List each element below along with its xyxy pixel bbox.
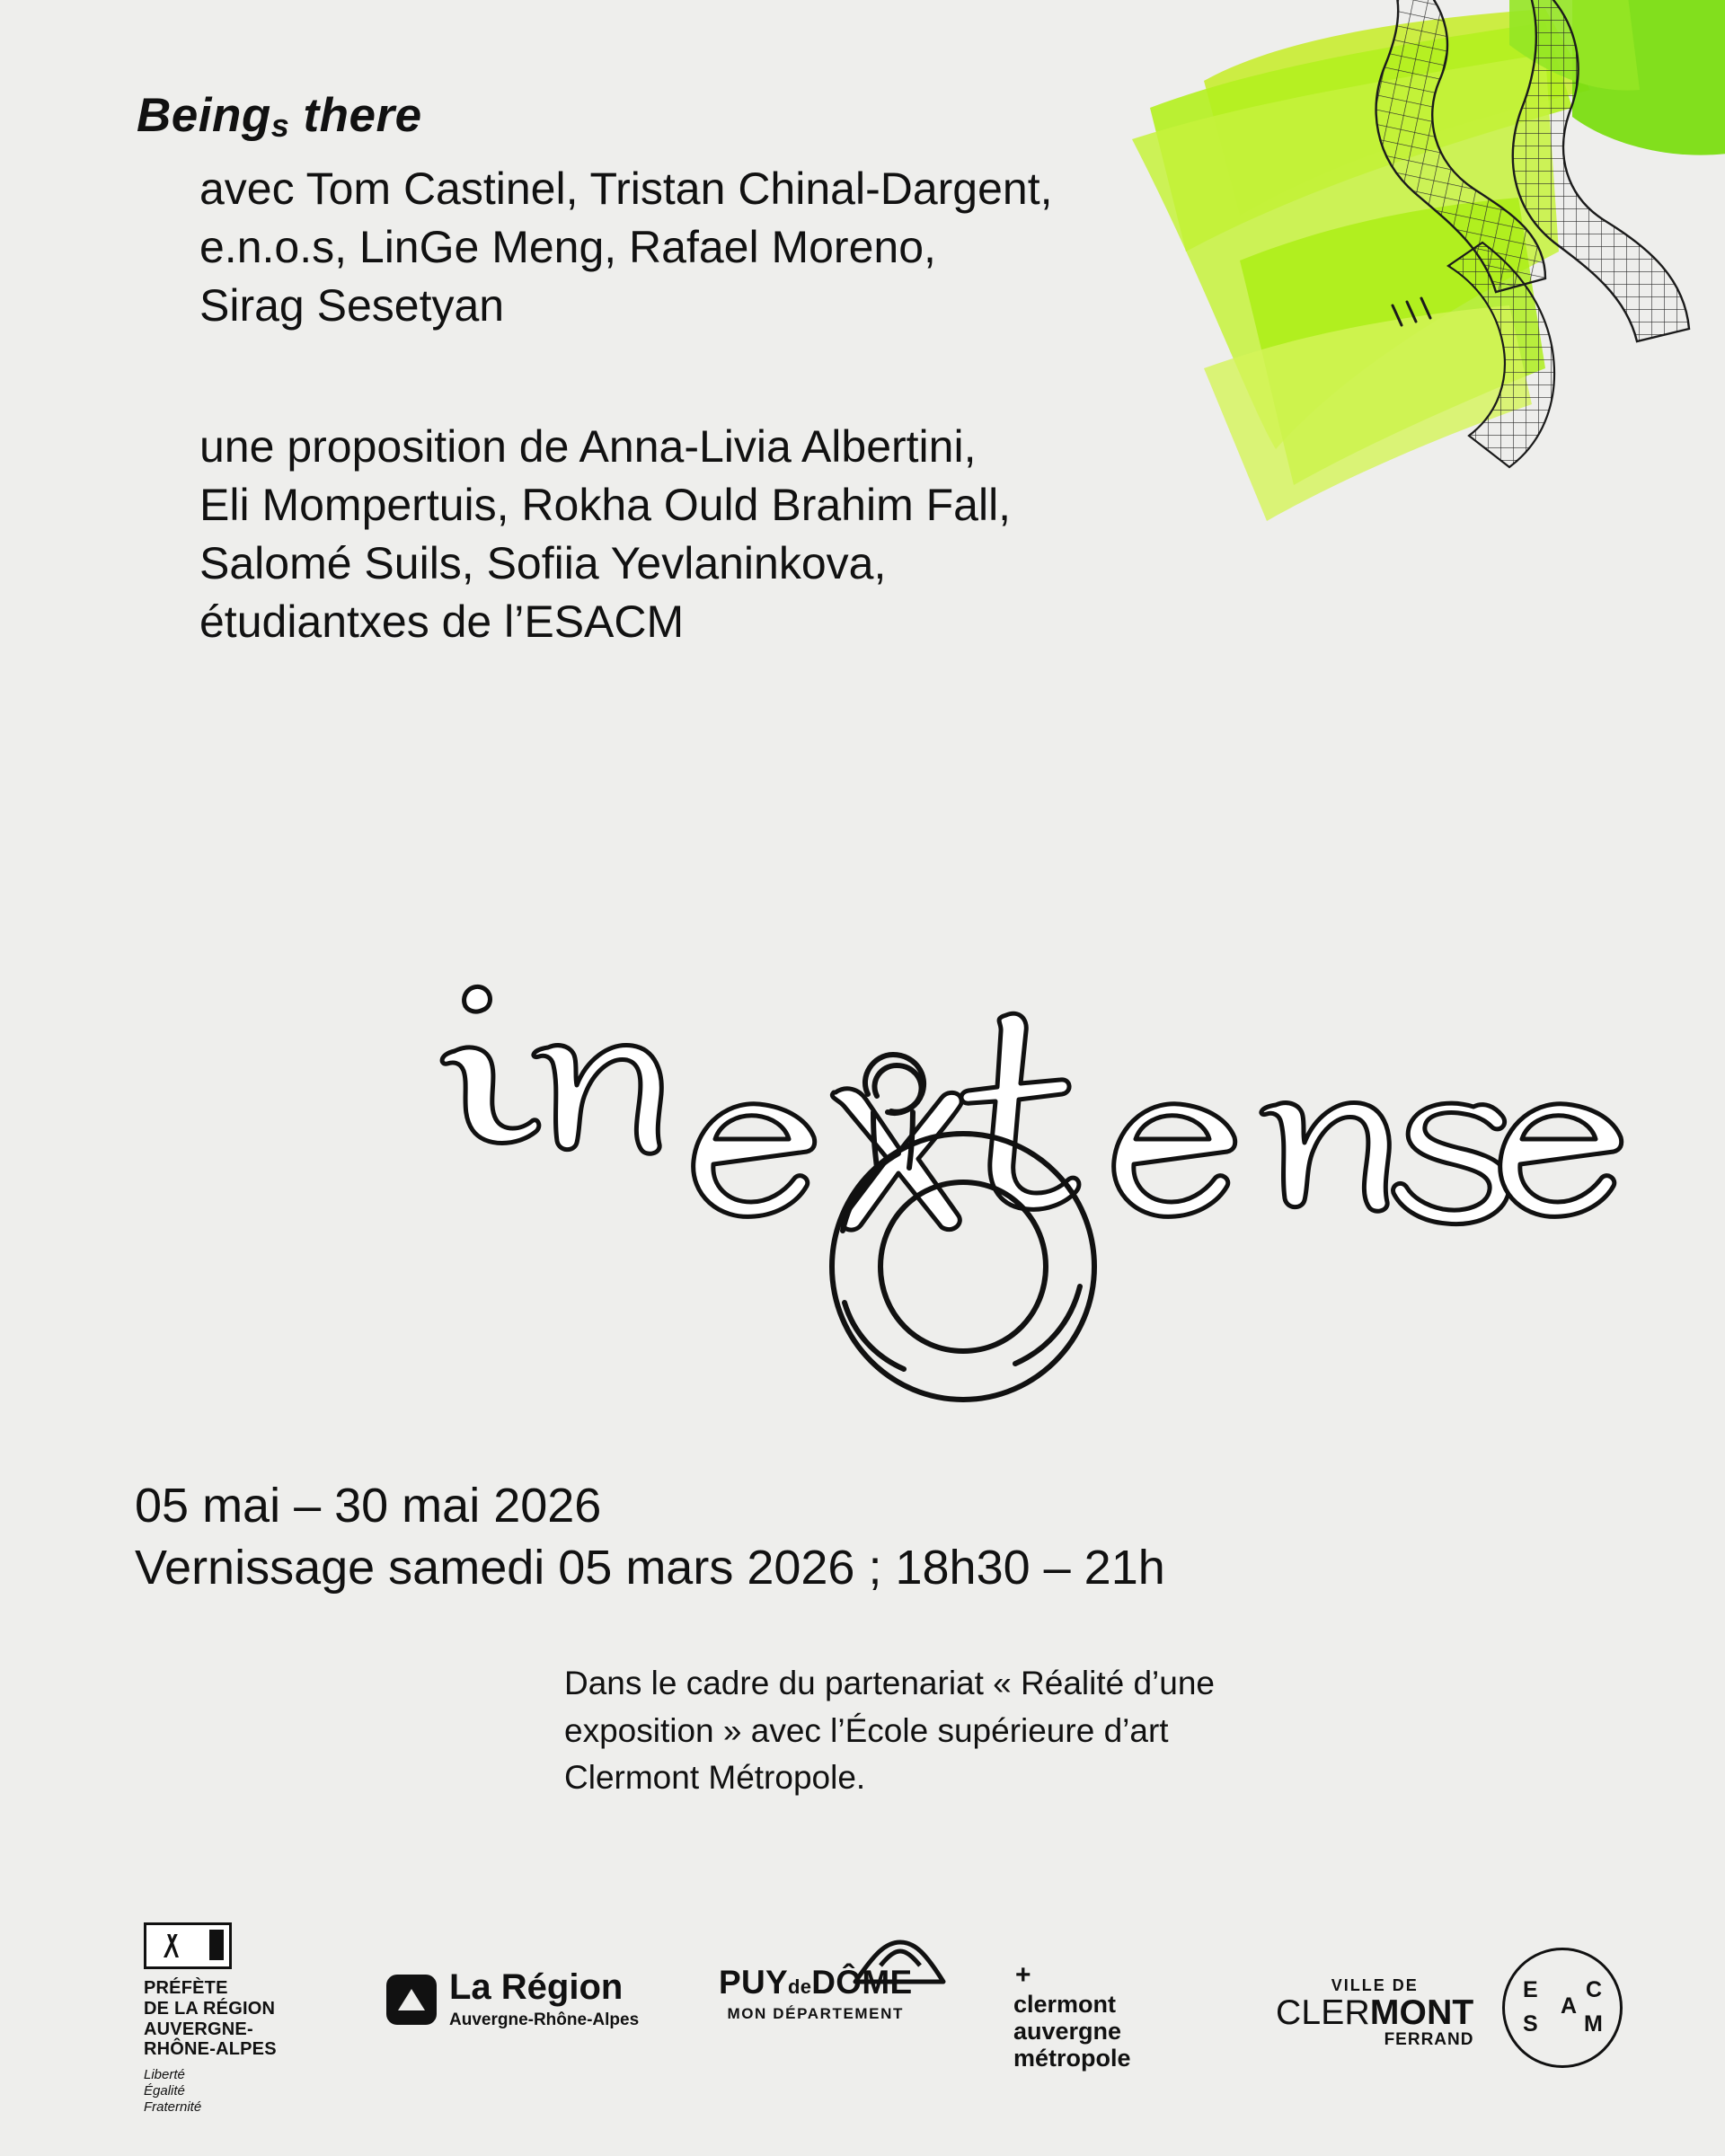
header-block	[137, 90, 1484, 651]
dates-block	[135, 1475, 1680, 1599]
logo-ville-top: VILLE DE	[1331, 1976, 1419, 1994]
logo-ville-main-light: CLER	[1276, 1993, 1370, 2032]
logo-puy-main-small: de	[787, 1975, 812, 1998]
page-title-tail: there	[289, 89, 422, 142]
logo-prefecture-motto	[144, 2067, 277, 2116]
logo-la-region-sub: Auvergne-Rhône-Alpes	[449, 2010, 640, 2029]
partnership-note-line: Dans le cadre du partenariat « Réalité d’une	[564, 1665, 1216, 1701]
proposition-line: Salomé Suils, Sofiia Yevlaninkova,	[199, 537, 887, 588]
logo-prefecture-title-line: AUVERGNE-	[144, 2019, 253, 2039]
logo-esacm	[1502, 1948, 1623, 2068]
credits-line: e.n.o.s, LinGe Meng, Rafael Moreno,	[199, 221, 936, 272]
logo-esacm-letter: E	[1523, 1977, 1538, 2002]
page-title-main: Being	[137, 89, 271, 142]
logo-ville-main	[1276, 1995, 1473, 2032]
logo-prefecture-motto-line: Liberté	[144, 2067, 185, 2083]
logo-la-region	[386, 1969, 639, 2030]
logo-esacm-letter: M	[1584, 2011, 1603, 2037]
logo-puy-main-1: PUY	[719, 1964, 788, 2001]
logo-clermont-auvergne-metropole	[1013, 1960, 1131, 2072]
proposition-list	[137, 335, 1484, 651]
credits-list	[137, 160, 1484, 335]
logo-esacm-letter: S	[1523, 2011, 1538, 2037]
page-title-sub: s	[270, 107, 290, 144]
logo-prefecture-title-line: PRÉFÈTE	[144, 1978, 228, 1998]
logo-prefecture-motto-line: Égalité	[144, 2083, 185, 2099]
logo-puy-de-dome	[719, 1966, 912, 2023]
logo-puy-main-2: DÔME	[811, 1964, 913, 2001]
logo-puy-sub: MON DÉPARTEMENT	[727, 2005, 904, 2022]
partnership-note-line: exposition » avec l’École supérieure d’art	[564, 1711, 1169, 1749]
logo-prefecture-title-line: RHÔNE-ALPES	[144, 2039, 277, 2060]
logo-prefecture-title-line: DE LA RÉGION	[144, 1998, 276, 2019]
partnership-note	[564, 1660, 1552, 1802]
logo-cam-line2: auvergne	[1013, 2018, 1122, 2046]
logo-cam-plus: +	[1015, 1960, 1031, 1990]
marianne-icon	[144, 1922, 232, 1969]
partnership-note-line: Clermont Métropole.	[564, 1759, 866, 1797]
proposition-line: étudiantxes de l’ESACM	[199, 596, 685, 647]
opening-date: Vernissage samedi 05 mars 2026 ; 18h30 – 21h	[135, 1541, 1165, 1595]
logo-la-region-name: La Région	[449, 1967, 624, 2007]
in-extenso-logotype	[413, 880, 1671, 1491]
exhibition-dates: 05 mai – 30 mai 2026	[135, 1479, 602, 1533]
logo-esacm-letter: C	[1586, 1977, 1603, 2002]
esacm-circle-icon	[1502, 1948, 1623, 2068]
logo-cam-line1: clermont	[1013, 1991, 1117, 2018]
logo-prefecture-motto-line: Fraternité	[144, 2099, 202, 2116]
puy-mountain-icon	[850, 1937, 949, 1985]
logo-ville-main-bold: MONT	[1369, 1993, 1474, 2032]
logo-ville-de-clermont-ferrand	[1276, 1976, 1473, 2050]
logo-cam-line3: métropole	[1013, 2045, 1131, 2072]
page-title	[137, 90, 1484, 144]
proposition-line: Eli Mompertuis, Rokha Ould Brahim Fall,	[199, 479, 1012, 530]
partner-logos-strip	[0, 1922, 1725, 2129]
credits-line: avec Tom Castinel, Tristan Chinal-Dargent,	[199, 163, 1053, 214]
region-mountain-icon	[386, 1975, 437, 2025]
logo-ville-sub: FERRAND	[1384, 2029, 1474, 2049]
credits-line: Sirag Sesetyan	[199, 279, 505, 331]
proposition-line: une proposition de Anna-Livia Albertini,	[199, 420, 977, 472]
logo-prefecture-auvergne-rhone-alpes	[144, 1922, 277, 2116]
logo-esacm-letter: A	[1561, 1993, 1578, 2019]
logo-prefecture-title	[144, 1978, 277, 2060]
